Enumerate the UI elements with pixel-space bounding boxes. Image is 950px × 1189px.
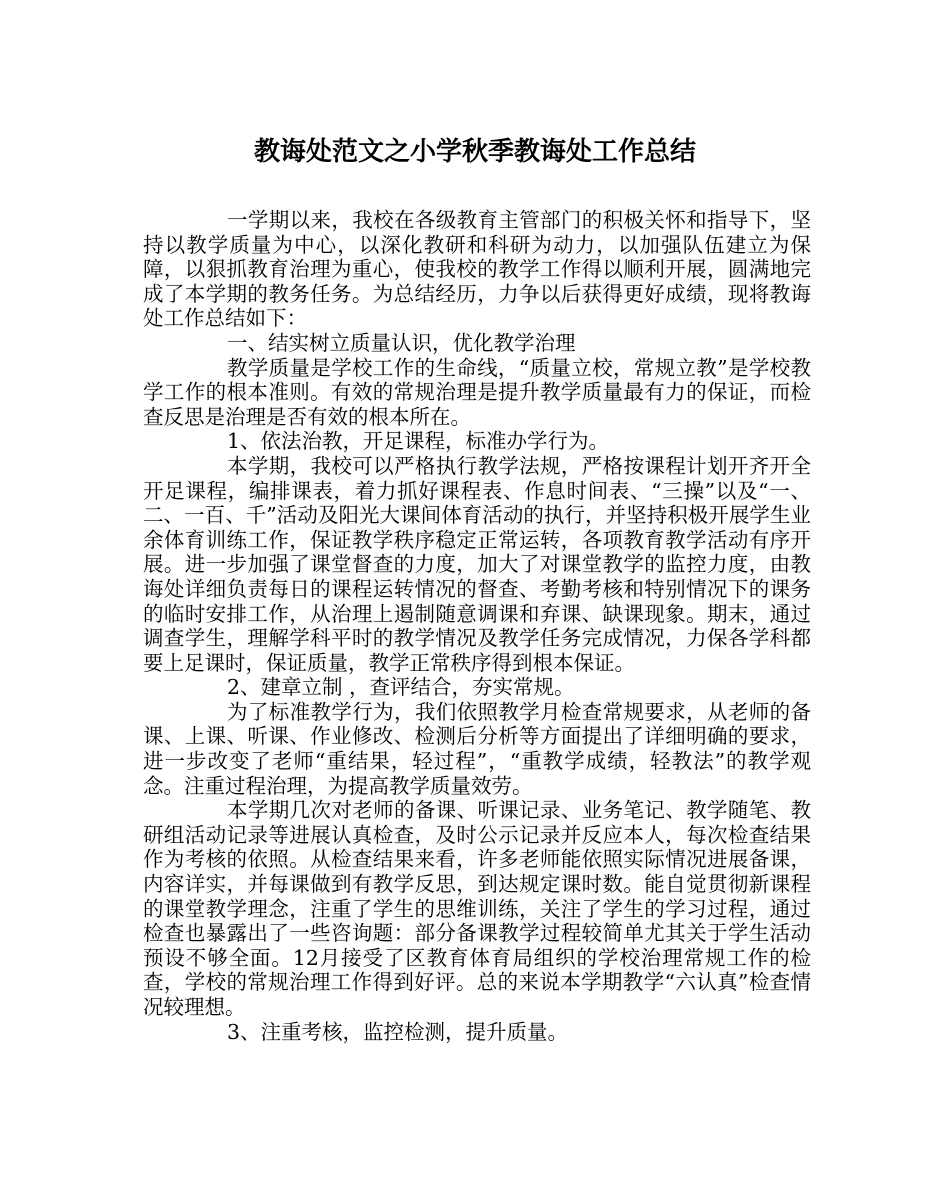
paragraph: 教学质量是学校工作的生命线，“质量立校，常规立教”是学校教学工作的根本准则。有效的常规治理是提升教学质量最有力的保证，而检查反思是治理是否有效的根本所在。 [143,355,811,429]
section-heading-1: 一、结实树立质量认识，优化教学治理 [227,330,576,355]
subsection-heading-2: 2、建章立制 ，查评结合，夯实常规。 [227,675,575,700]
paragraph: 本学期几次对老师的备课、听课记录、业务笔记、教学随笔、教研组活动记录等进展认真检查，及时公示记录并反应本人，每次检查结果作为考核的依照。从检查结果来看，许多老师能依照实际情况进展备课，内容详实，并每课做到有教学反思，到达规定课时数。能自觉贯彻新课程的课堂教学理念，注重了学生的思维训练，关注了学生的学习过程，通过检查也暴露出了一些咨询题：部分备课教学过程较简单尤其关于学生活动预设不够全面。12月接受了区教育体育局组织的学校治理常规工作的检查，学校的常规治理工作得到好评。总的来说本学期教学“六认真”检查情况较理想。 [143,798,811,1019]
paragraph-intro: 一学期以来，我校在各级教育主管部门的积极关怀和指导下，坚持以教学质量为中心，以深化教研和科研为动力，以加强队伍建立为保障，以狠抓教育治理为重心，使我校的教学工作得以顺利开展，圆满地完成了本学期的教务任务。为总结经历，力争以后获得更好成绩，现将教诲处工作总结如下： [143,208,811,331]
paragraph: 为了标准教学行为，我们依照教学月检查常规要求，从老师的备课、上课、听课、作业修改、检测后分析等方面提出了详细明确的要求，进一步改变了老师“重结果，轻过程”，“重教学成绩，轻教法”的教学观念。注重过程治理，为提高教学质量效劳。 [143,699,811,798]
subsection-heading-3: 3、注重考核，监控检测，提升质量。 [227,1019,569,1044]
document-title: 教诲处范文之小学秋季教诲处工作总结 [253,137,696,167]
subsection-heading-1: 1、依法治教，开足课程，标准办学行为。 [227,429,610,454]
document-body [143,208,811,1044]
paragraph: 本学期，我校可以严格执行教学法规，严格按课程计划开齐开全开足课程，编排课表，着力抓好课程表、作息时间表、“三操”以及“一、二、一百、千”活动及阳光大课间体育活动的执行，并坚持积极开展学生业余体育训练工作，保证教学秩序稳定正常运转，各项教育教学活动有序开展。进一步加强了课堂督查的力度，加大了对课堂教学的监控力度，由教诲处详细负责每日的课程运转情况的督查、考勤考核和特别情况下的课务的临时安排工作，从治理上遏制随意调课和弃课、缺课现象。期末，通过调查学生，理解学科平时的教学情况及教学任务完成情况，力保各学科都要上足课时，保证质量，教学正常秩序得到根本保证。 [143,453,811,675]
